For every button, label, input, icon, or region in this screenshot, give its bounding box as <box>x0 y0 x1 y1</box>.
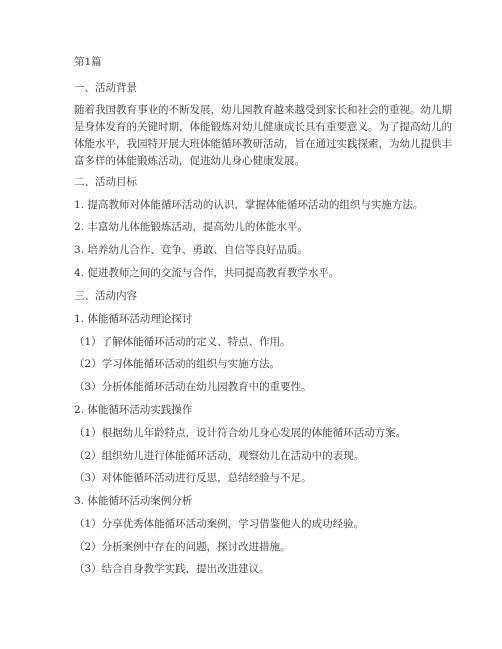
subsection-title: 3. 体能循环活动案例分析 <box>74 495 193 507</box>
subsection-item: （1）分享优秀体能循环活动案例，学习借鉴他人的成功经验。 <box>74 518 365 530</box>
subsection-item: （2）组织幼儿进行体能循环活动，观察幼儿在活动中的表现。 <box>74 450 365 462</box>
section-heading-goals: 二、活动目标 <box>74 176 137 188</box>
paragraph-line: 富多样的体能锻炼活动，促进幼儿身心健康发展。 <box>74 155 305 167</box>
subsection-item: （1）根据幼儿年龄特点，设计符合幼儿身心发展的体能循环活动方案。 <box>74 427 407 439</box>
goal-item: 1. 提高教师对体能循环活动的认识，掌握体能循环活动的组织与实施方法。 <box>74 199 424 211</box>
subsection-item: （1）了解体能循环活动的定义、特点、作用。 <box>74 336 291 348</box>
paragraph-line: 体能水平，我园特开展大班体能循环教研活动，旨在通过实践探索，为幼儿提供丰 <box>74 138 452 150</box>
subsection-item: （2）分析案例中存在的问题，探讨改进措施。 <box>74 541 291 553</box>
chapter-title: 第1篇 <box>74 56 102 68</box>
subsection-item: （3）分析体能循环活动在幼儿园教育中的重要性。 <box>74 381 312 393</box>
subsection-title: 1. 体能循环活动理论探讨 <box>74 313 193 325</box>
goal-item: 2. 丰富幼儿体能锻炼活动，提高幼儿的体能水平。 <box>74 221 308 233</box>
paragraph-line: 是身体发育的关键时期，体能锻炼对幼儿健康成长具有重要意义。为了提高幼儿的 <box>74 121 452 133</box>
goal-item: 4. 促进教师之间的交流与合作，共同提高教育教学水平。 <box>74 267 340 279</box>
subsection-item: （3）对体能循环活动进行反思，总结经验与不足。 <box>74 472 312 484</box>
subsection-item: （3）结合自身教学实践，提出改进建议。 <box>74 563 270 575</box>
subsection-title: 2. 体能循环活动实践操作 <box>74 404 193 416</box>
section-heading-content: 三、活动内容 <box>74 290 137 302</box>
subsection-item: （2）学习体能循环活动的组织与实施方法。 <box>74 358 281 370</box>
paragraph-line: 随着我国教育事业的不断发展，幼儿园教育越来越受到家长和社会的重视。幼儿期 <box>74 104 452 116</box>
goal-item: 3. 培养幼儿合作、竞争、勇敢、自信等良好品质。 <box>74 244 308 256</box>
section-heading-background: 一、活动背景 <box>74 82 137 94</box>
